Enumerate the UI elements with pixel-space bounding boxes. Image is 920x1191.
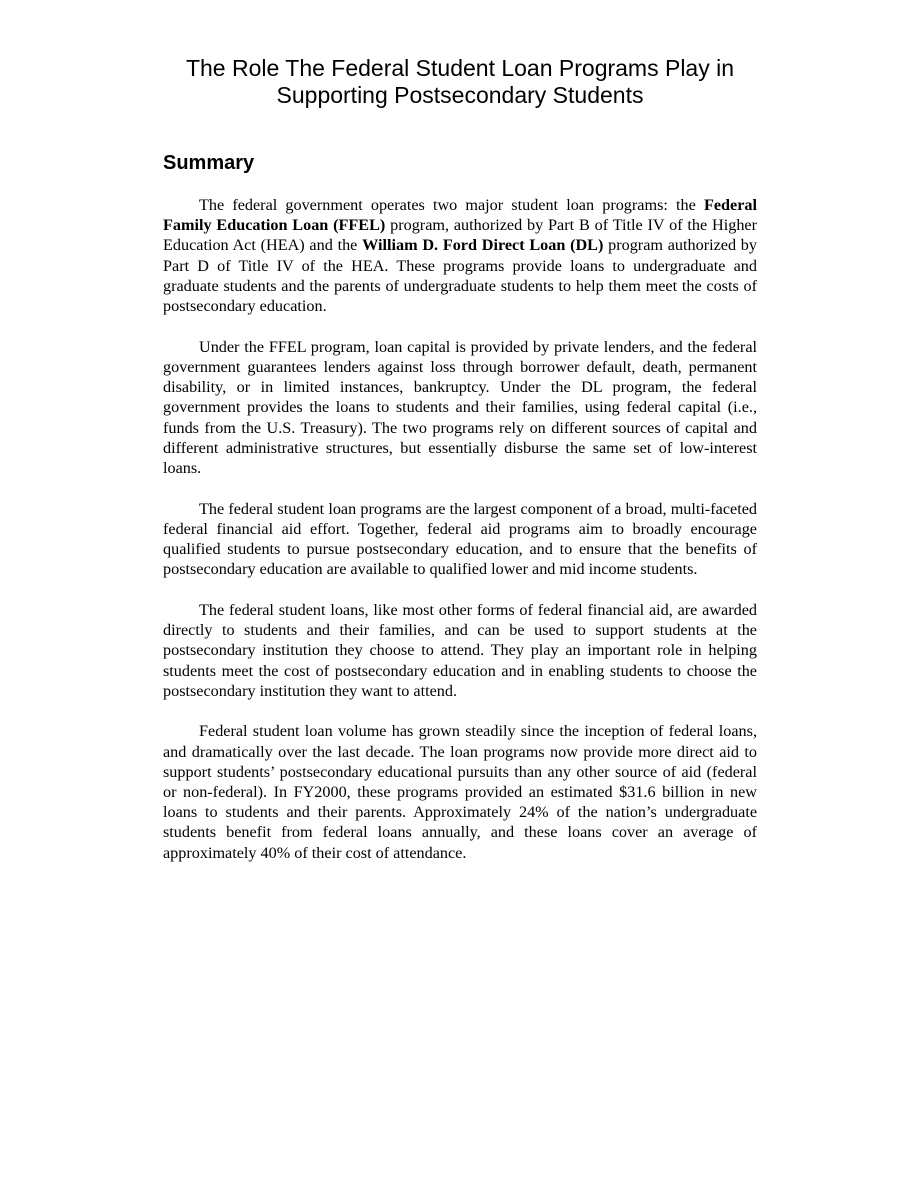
dl-program-name: William D. Ford Direct Loan (DL) [362,236,604,255]
paragraph-loan-volume: Federal student loan volume has grown steadily since the inception of federal loans, and dramatically over the last decade. The loan programs now provide more direct aid to support students’ postsecondary educational pursuits than any other source of aid (federal or non-federal). In FY2000, these programs provided an estimated $31.6 billion in new loans to students and their parents. Approximately 24% of the nation’s undergraduate students benefit from federal loans annually, and these loans cover an average of approximately 40% of their cost of attendance. [163,722,757,862]
section-heading-summary: Summary [163,152,255,174]
paragraph-1-text-b: program, authorized by Part B of Title IV of the Higher Education Act (HEA) and the [163,216,757,255]
document-title-line-2: Supporting Postsecondary Students [276,82,644,108]
paragraph-1-text-c: program authorized by Part D of Title IV of the HEA. These programs provide loans to undergraduate and graduate students and the parents of undergraduate students to help them meet the costs of postsecondary education. [163,236,757,316]
paragraph-aid-effort: The federal student loan programs are the largest component of a broad, multi-faceted federal financial aid effort. Together, federal aid programs aim to broadly encourage qualified students to pursue postsecondary education, and to ensure that the benefits of postsecondary education are available to qualified lower and mid income students. [163,499,757,579]
paragraph-capital-sources: Under the FFEL program, loan capital is provided by private lenders, and the federal government guarantees lenders against loss through borrower default, death, permanent disability, or in limited instances, bankruptcy. Under the DL program, the federal government provides the loans to students and their families, using federal capital (i.e., funds from the U.S. Treasury). The two programs rely on different sources of capital and different administrative structures, but essentially disburse the same set of low-interest loans. [163,337,757,477]
paragraph-direct-awards: The federal student loans, like most other forms of federal financial aid, are awarded directly to students and their families, and can be used to support students at the postsecondary institution they choose to attend. They play an important role in helping students meet the cost of postsecondary education and in enabling students to choose the postsecondary institution they want to attend. [163,600,757,700]
ffel-program-name: Federal Family Education Loan (FFEL) [163,196,757,235]
document-title [163,55,757,109]
document-title-line-1: The Role The Federal Student Loan Programs Play in [185,55,735,81]
paragraph-1-text-a: The federal government operates two major student loan programs: the [199,196,704,214]
paragraph-loan-programs [163,195,757,316]
document-page [163,55,757,863]
